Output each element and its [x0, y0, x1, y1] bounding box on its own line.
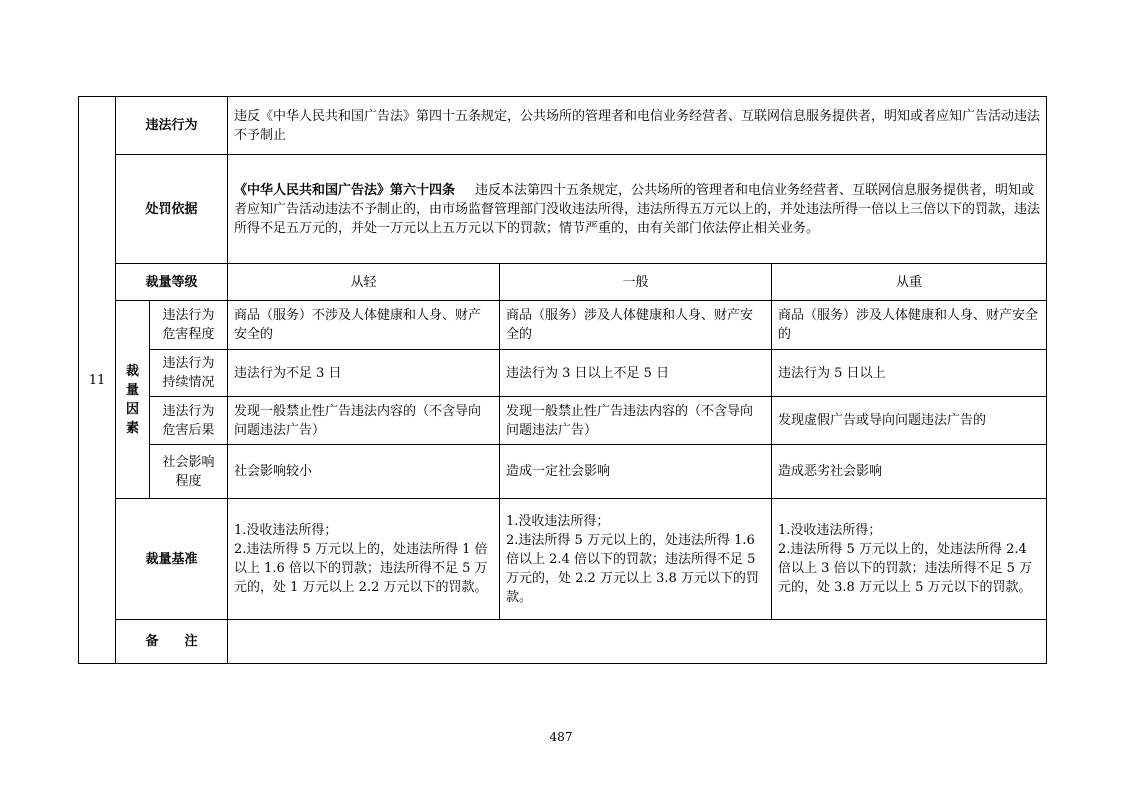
factor-value: 违法行为 3 日以上不足 5 日 — [500, 350, 772, 397]
level-severe: 从重 — [772, 264, 1047, 301]
standard-severe: 1.没收违法所得； 2.违法所得 5 万元以上的，处违法所得 2.4 倍以上 3 倍以下的罚款；违法所得不足 5 万元的，处 3.8 万元以上 5 万元以下的罚款。 — [772, 499, 1047, 620]
illegal-act-text: 违反《中华人民共和国广告法》第四十五条规定，公共场所的管理者和电信业务经营者、互联网信息服务提供者，明知或者应知广告活动违法不予制止 — [228, 97, 1047, 155]
factor-name: 违法行为 持续情况 — [150, 350, 228, 397]
level-lenient: 从轻 — [228, 264, 500, 301]
factor-value: 商品（服务）涉及人体健康和人身、财产安全的 — [772, 301, 1047, 350]
factor-value: 造成一定社会影响 — [500, 445, 772, 499]
standard-general: 1.没收违法所得； 2.违法所得 5 万元以上的，处违法所得 1.6 倍以上 2.4 倍以下的罚款；违法所得不足 5 万元的，处 2.2 万元以上 3.8 万元以下的罚款。 — [500, 499, 772, 620]
factor-value: 发现一般禁止性广告违法内容的（不含导向问题违法广告） — [500, 397, 772, 445]
illegal-act-label: 违法行为 — [116, 97, 228, 155]
remarks-row — [79, 620, 1047, 664]
factor-value: 违法行为 5 日以上 — [772, 350, 1047, 397]
factors-label: 裁 量 因 素 — [116, 301, 150, 499]
factor-value: 发现一般禁止性广告违法内容的（不含导向问题违法广告） — [228, 397, 500, 445]
penalty-basis-label: 处罚依据 — [116, 155, 228, 264]
standard-row — [79, 499, 1047, 620]
penalty-basis-row — [79, 155, 1047, 264]
standard-label: 裁量基准 — [116, 499, 228, 620]
remarks-label: 备 注 — [116, 620, 228, 664]
standard-lenient: 1.没收违法所得； 2.违法所得 5 万元以上的，处违法所得 1 倍以上 1.6 倍以下的罚款；违法所得不足 5 万元的，处 1 万元以上 2.2 万元以下的罚款。 — [228, 499, 500, 620]
factor-value: 造成恶劣社会影响 — [772, 445, 1047, 499]
factor-name: 违法行为 危害后果 — [150, 397, 228, 445]
discretion-table — [78, 96, 1047, 664]
factor-row — [79, 350, 1047, 397]
remarks-text — [228, 620, 1047, 664]
penalty-basis-law-title: 《中华人民共和国广告法》第六十四条 — [234, 182, 456, 198]
penalty-basis-text: 违反本法第四十五条规定，公共场所的管理者和电信业务经营者、互联网信息服务提供者，明知或者应知广告活动违法不予制止的，由市场监督管理部门没收违法所得，违法所得五万元以上的，并处违法所得一倍以上三倍以下的罚款，违法所得不足五万元的，并处一万元以上五万元以下的罚款；情节严重的，由有关部门依法停止相关业务。 — [234, 182, 1041, 236]
discretion-level-row — [79, 264, 1047, 301]
factor-value: 社会影响较小 — [228, 445, 500, 499]
penalty-basis-cell — [228, 155, 1047, 264]
factor-value: 违法行为不足 3 日 — [228, 350, 500, 397]
row-number: 11 — [79, 97, 116, 664]
factor-value: 商品（服务）涉及人体健康和人身、财产安全的 — [500, 301, 772, 350]
level-general: 一般 — [500, 264, 772, 301]
factor-row — [79, 445, 1047, 499]
illegal-act-row — [79, 97, 1047, 155]
page-number: 487 — [549, 730, 573, 744]
factor-value: 商品（服务）不涉及人体健康和人身、财产安全的 — [228, 301, 500, 350]
factor-value: 发现虚假广告或导向问题违法广告的 — [772, 397, 1047, 445]
factor-row — [79, 301, 1047, 350]
factor-name: 违法行为 危害程度 — [150, 301, 228, 350]
factor-name: 社会影响 程度 — [150, 445, 228, 499]
discretion-level-label: 裁量等级 — [116, 264, 228, 301]
factor-row — [79, 397, 1047, 445]
